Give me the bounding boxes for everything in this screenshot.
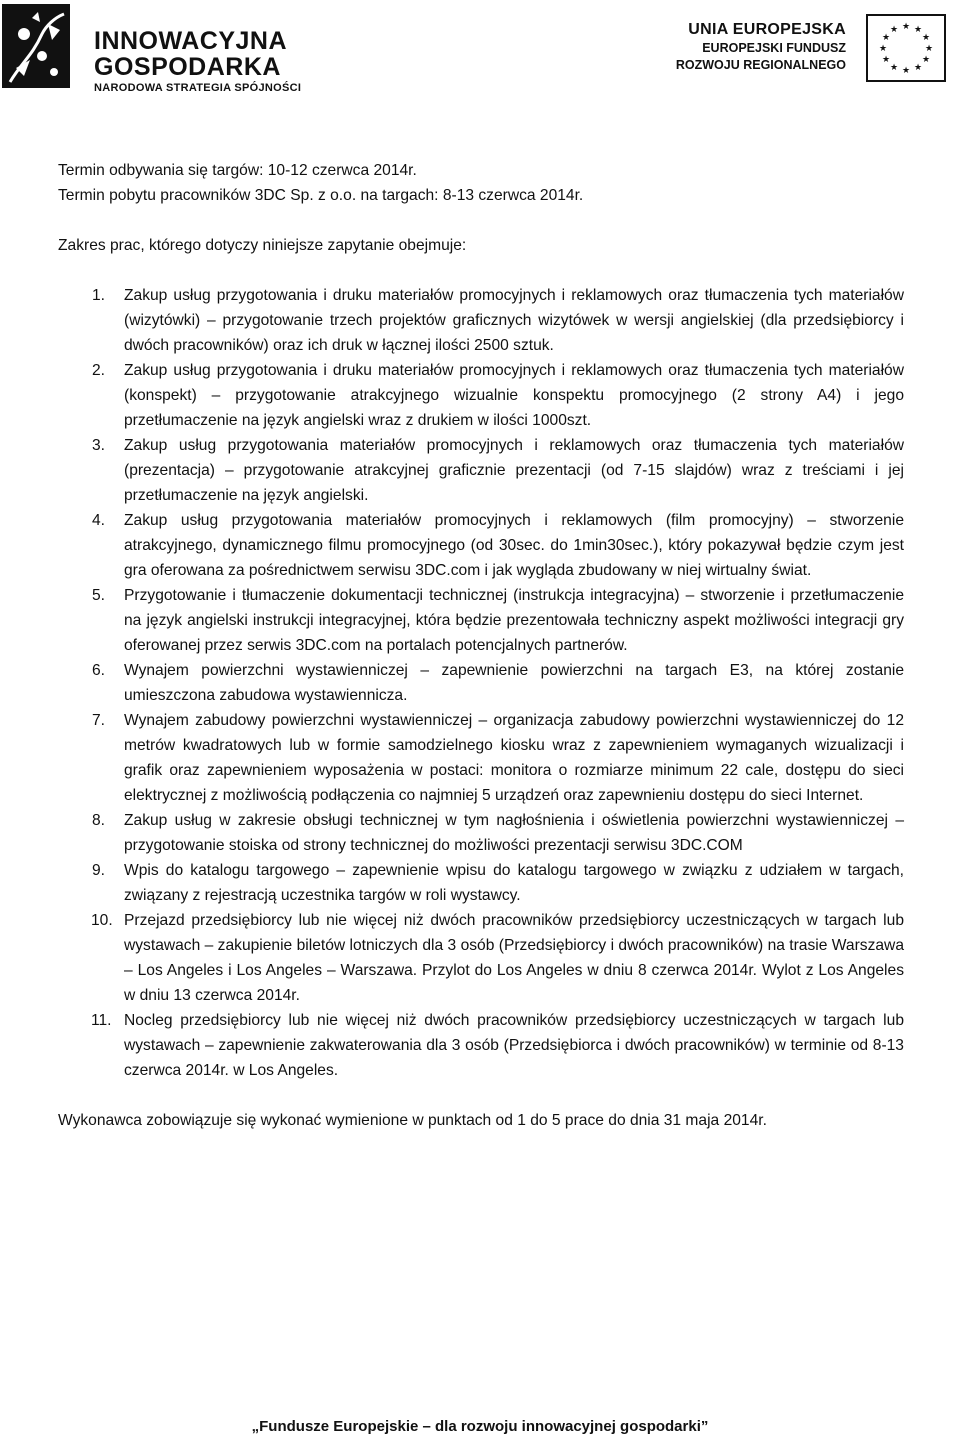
page-header (0, 0, 960, 110)
list-item (58, 658, 904, 708)
item-number: 2. (92, 362, 106, 379)
item-number: 1. (92, 287, 106, 304)
fair-dates: Termin odbywania się targów: 10-12 czerwca 2014r. (58, 162, 417, 179)
scope-heading: Zakres prac, którego dotyczy niniejsze zapytanie obejmuje: (58, 237, 467, 254)
item-text: Wpis do katalogu targowego – zapewnienie wpisu do katalogu targowego w związku z udziałem w targach, związany z rejestracją uczestnika targów w roli wystawcy. (124, 862, 904, 904)
svg-text:★: ★ (881, 33, 891, 43)
svg-text:★: ★ (878, 44, 888, 54)
item-number: 4. (92, 512, 106, 529)
eu-flag-icon (866, 14, 946, 82)
item-number: 10. (91, 912, 113, 929)
eu-text-line2: EUROPEJSKI FUNDUSZ (702, 41, 846, 55)
svg-text:★: ★ (881, 55, 891, 65)
list-item (58, 433, 904, 508)
item-text: Zakup usług przygotowania i druku materiałów promocyjnych i reklamowych oraz tłumaczenia tych materiałów (konspekt) – przygotowanie atrakcyjnego wizualnie konspektu promocyjnego (2 strony A4) i jego przetłumaczenie na język angielski wraz z drukiem w ilości 1000szt. (124, 362, 904, 429)
svg-text:★: ★ (924, 44, 934, 54)
item-text: Przejazd przedsiębiorcy lub nie więcej niż dwóch pracowników przedsiębiorcy uczestniczących w targach lub wystawach – zakupienie biletów lotniczych dla 3 osób (Przedsiębiorcy i dwóch pracowników) na trasie Warszawa – Los Angeles i Los Angeles – Warszawa. Przylot do Los Angeles w dniu 8 czerwca 2014r. Wylot z Los Angeles w dniu 13 czerwca 2014r. (124, 912, 904, 1004)
item-number: 3. (92, 437, 106, 454)
list-item (58, 708, 904, 808)
closing-statement: Wykonawca zobowiązuje się wykonać wymienione w punktach od 1 do 5 prace do dnia 31 maja 2014r. (58, 1112, 767, 1129)
item-number: 11. (91, 1012, 112, 1029)
logo-text-line2: GOSPODARKA (94, 53, 281, 81)
eu-text-line1: UNIA EUROPEJSKA (688, 21, 846, 38)
list-item (58, 283, 904, 358)
item-text: Wynajem zabudowy powierzchni wystawienniczej – organizacja zabudowy powierzchni wystawienniczej do 12 metrów kwadratowych lub w formie samodzielnego kiosku wraz z zapewnieniem wymaganych wizualizacji i grafik oraz zapewnieniem wyposażenia w postaci: monitora o rozmiarze minimum 22 cale, dostępu do sieci elektrycznej z możliwością podłączenia co najmniej 5 urządzeń oraz zapewnieniu dostępu do sieci Internet. (124, 712, 904, 804)
svg-text:★: ★ (901, 22, 911, 32)
list-item (58, 583, 904, 658)
list-item (58, 508, 904, 583)
svg-text:★: ★ (913, 25, 923, 35)
scope-list (58, 283, 904, 1083)
list-item (58, 358, 904, 433)
item-number: 6. (92, 662, 106, 679)
eu-text-block (656, 20, 846, 74)
item-number: 5. (92, 587, 106, 604)
staff-dates: Termin pobytu pracowników 3DC Sp. z o.o. na targach: 8-13 czerwca 2014r. (58, 187, 584, 204)
eu-text-line3: ROZWOJU REGIONALNEGO (675, 58, 846, 72)
item-text: Zakup usług przygotowania i druku materiałów promocyjnych i reklamowych oraz tłumaczenia tych materiałów (wizytówki) – przygotowanie trzech projektów graficznych wizytówek w wersji angielskiej (dla przedsiębiorcy i dwóch pracowników) oraz ich druk w łącznej ilości 2500 sztuk. (124, 287, 904, 354)
logo-text-line1: INNOWACYJNA (94, 27, 288, 55)
innowacyjna-gospodarka-logo (2, 4, 312, 94)
item-text: Przygotowanie i tłumaczenie dokumentacji technicznej (instrukcja integracyjna) – stworzenie i przetłumaczenie na język angielski instrukcji integracyjnej, która będzie prezentowała techniczny aspekt możliwości integracji gry oferowanej przez serwis 3DC.com na portalach potencjalnych partnerów. (124, 587, 904, 654)
item-text: Zakup usług w zakresie obsługi technicznej w tym nagłośnienia i oświetlenia powierzchni wystawienniczej – przygotowanie stoiska od strony technicznej do możliwości prezentacji serwisu 3DC.COM (124, 812, 904, 854)
item-text: Nocleg przedsiębiorcy lub nie więcej niż dwóch pracowników przedsiębiorcy uczestniczących w targach lub wystawach – zapewnienie zakwaterowania dla 3 osób (Przedsiębiorca i dwóch pracowników) w terminie od 8-13 czerwca 2014r. w Los Angeles. (124, 1012, 904, 1079)
footer-slogan: „Fundusze Europejskie – dla rozwoju innowacyjnej gospodarki” (251, 1418, 709, 1435)
item-text: Zakup usług przygotowania materiałów promocyjnych i reklamowych (film promocyjny) – stworzenie atrakcyjnego, dynamicznego filmu promocyjnego (od 30sec. do 1min30sec.), który pokazywał będzie czym jest gra oferowana za pośrednictwem serwisu 3DC.com i jak wygląda zbudowany w niej wirtualny świat. (124, 512, 904, 579)
svg-text:★: ★ (901, 66, 911, 76)
list-item (58, 908, 904, 1008)
svg-text:★: ★ (921, 33, 931, 43)
list-item (58, 808, 904, 858)
svg-text:★: ★ (921, 55, 931, 65)
item-text: Wynajem powierzchni wystawienniczej – zapewnienie powierzchni na targach E3, na której zostanie umieszczona zabudowa wystawiennicza. (124, 662, 904, 704)
item-number: 9. (92, 862, 106, 879)
item-number: 7. (92, 712, 106, 729)
list-item (58, 1008, 904, 1083)
logo-mark-icon (2, 4, 70, 88)
eu-logo (656, 14, 950, 84)
svg-text:★: ★ (889, 63, 899, 73)
logo-text-line3: NARODOWA STRATEGIA SPÓJNOŚCI (94, 82, 302, 94)
item-number: 8. (92, 812, 106, 829)
document-body (58, 158, 904, 1133)
list-item (58, 858, 904, 908)
svg-text:★: ★ (889, 25, 899, 35)
item-text: Zakup usług przygotowania materiałów promocyjnych i reklamowych oraz tłumaczenia tych materiałów (prezentacja) – przygotowanie atrakcyjnej graficznie prezentacji (od 7-15 slajdów) wraz z treściami i jej przetłumaczenie na język angielski. (124, 437, 904, 504)
svg-text:★: ★ (913, 63, 923, 73)
